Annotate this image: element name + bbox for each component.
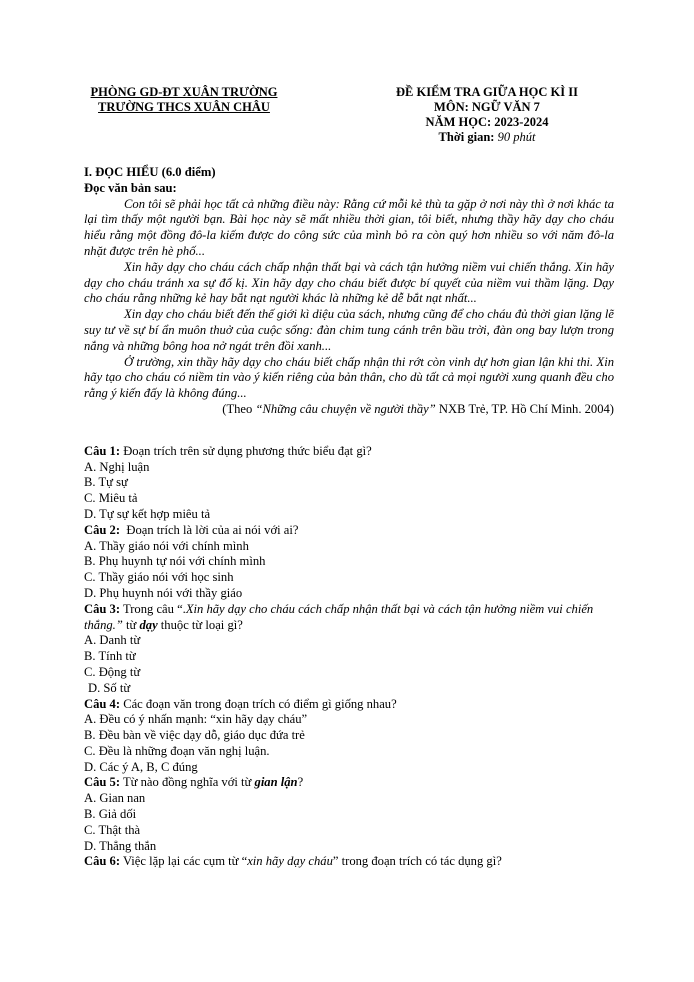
question-prompt: Từ nào đồng nghĩa với từ <box>120 775 255 790</box>
answer-option: B. Tự sự <box>84 475 128 490</box>
question-label: Câu 4: <box>84 696 121 711</box>
answer-option: A. Gian nan <box>84 791 146 806</box>
school-year: NĂM HỌC: 2023-2024 <box>425 115 549 129</box>
exam-body <box>84 165 614 870</box>
answer-option: D. Tự sự kết hợp miêu tả <box>84 506 211 521</box>
passage-paragraph: Xin hãy dạy cho cháu cách chấp nhận thất bại và cách tận hưởng niềm vui chiến thắng. Xin hãy dạy cho cháu tránh xa sự đố kị. Xin hãy dạy cho cháu biết được bí quyết của niềm vui thầm lặng. Dạy cho cháu rằng những kẻ hay bắt nạt người khác là những kẻ dễ bắt nạt nhất... <box>84 259 614 306</box>
question-prompt-end: ? <box>297 775 304 790</box>
question-4 <box>84 697 614 776</box>
answer-option: A. Nghị luận <box>84 459 150 474</box>
question-text <box>84 444 614 460</box>
question-prompt-mid: từ <box>122 617 140 632</box>
reading-instruction: Đọc văn bản sau: <box>84 180 177 195</box>
question-text <box>84 602 614 634</box>
section-title: I. ĐỌC HIỂU (6.0 điểm) <box>84 165 216 179</box>
source-suffix: NXB Trẻ, TP. Hồ Chí Minh. 2004) <box>435 401 614 416</box>
question-label: Câu 6: <box>84 854 121 869</box>
source-title: “Những câu chuyện về người thầy” <box>255 401 436 416</box>
passage-paragraph: Ở trường, xin thầy hãy dạy cho cháu biết chấp nhận thi rớt còn vinh dự hơn gian lận khi thi. Xin hãy tạo cho cháu có niềm tin vào ý kiến riêng của bản thân, cho dù tất cả mọi người xung quanh đều cho rằng ý kiến đấy là không đúng... <box>84 354 614 401</box>
question-5 <box>84 775 614 854</box>
answer-option: B. Tính từ <box>84 649 136 664</box>
question-text <box>84 854 614 870</box>
exam-title: ĐỀ KIỂM TRA GIỮA HỌC KÌ II <box>396 85 578 99</box>
question-keyword: dạy <box>139 617 158 632</box>
answer-option: A. Danh từ <box>84 633 141 648</box>
time-value: 90 phút <box>497 130 536 144</box>
answer-option: A. Thầy giáo nói với chính mình <box>84 538 249 553</box>
answer-option: C. Thật thà <box>84 822 141 837</box>
answer-option: D. Các ý A, B, C đúng <box>84 759 198 774</box>
question-prompt: Đoạn trích trên sử dụng phương thức biểu đạt gì? <box>120 443 372 458</box>
question-text <box>84 697 614 713</box>
answer-option: C. Đều là những đoạn văn nghị luận. <box>84 743 270 758</box>
source-prefix: (Theo <box>222 401 256 416</box>
question-keyword: gian lận <box>254 775 298 790</box>
question-label: Câu 2: <box>84 522 121 537</box>
answer-option: C. Động từ <box>84 664 141 679</box>
answer-option: A. Đều có ý nhấn mạnh: “xin hãy dạy cháu” <box>84 712 308 727</box>
answer-option: D. Thẳng thắn <box>84 838 157 853</box>
answer-option: B. Đều bàn về việc dạy dỗ, giáo dục đứa trẻ <box>84 728 305 743</box>
passage-source <box>84 402 614 418</box>
reading-passage <box>84 197 614 402</box>
question-quote: xin hãy dạy cháu <box>247 854 333 869</box>
question-prompt: Đoạn trích là lời của ai nói với ai? <box>120 522 299 537</box>
answer-option: B. Phụ huynh tự nói với chính mình <box>84 554 266 569</box>
question-6 <box>84 854 614 870</box>
school-name: TRƯỜNG THCS XUÂN CHÂU <box>98 100 270 114</box>
header-right <box>352 85 622 145</box>
header-left <box>74 85 294 115</box>
question-2 <box>84 523 614 602</box>
answer-option: B. Giả dối <box>84 807 137 822</box>
question-prompt-end: thuộc từ loại gì? <box>157 617 243 632</box>
time-limit <box>352 130 622 145</box>
question-text <box>84 523 614 539</box>
subject: MÔN: NGỮ VĂN 7 <box>434 100 540 114</box>
question-label: Câu 5: <box>84 775 121 790</box>
passage-paragraph: Con tôi sẽ phải học tất cả những điều này: Rằng cứ mỗi kẻ thù ta gặp ở nơi này thì ở nơi khác ta lại tìm thấy một người bạn. Bài học này sẽ mất nhiều thời gian, tôi biết, nhưng thầy hãy dạy cho cháu hiểu rằng một đồng đô-la kiếm được do công sức của mình bỏ ra còn quý hơn nhiều so với năm đô-la nhặt được trên hè phố... <box>84 196 614 258</box>
answer-option: C. Thầy giáo nói với học sinh <box>84 570 234 585</box>
answer-option: C. Miêu tả <box>84 491 138 506</box>
department-name: PHÒNG GD-ĐT XUÂN TRƯỜNG <box>90 85 278 99</box>
question-text <box>84 775 614 791</box>
question-label: Câu 1: <box>84 443 121 458</box>
question-label: Câu 3: <box>84 601 121 616</box>
question-3 <box>84 602 614 697</box>
time-label: Thời gian: <box>438 130 498 144</box>
question-prompt: Các đoạn văn trong đoạn trích có điểm gì giống nhau? <box>120 696 397 711</box>
passage-paragraph: Xin dạy cho cháu biết đến thế giới kì diệu của sách, nhưng cũng để cho cháu đủ thời gian lặng lẽ suy tư về sự bí ẩn muôn thuở của cuộc sống: đàn chim tung cánh trên bầu trời, đàn ong bay lượn trong nắng và những bông hoa nở ngát trên đồi xanh... <box>84 307 614 353</box>
question-1 <box>84 444 614 523</box>
question-prompt: Trong câu “. <box>120 601 186 616</box>
question-quote: Xin hãy dạy cho cháu cách chấp nhận thất bại và cách tận hưởng niềm vui chiến thắng.” <box>84 601 594 632</box>
question-prompt: Việc lặp lại các cụm từ “ <box>120 854 248 869</box>
question-list <box>84 444 614 871</box>
answer-option: D. Số từ <box>88 680 131 695</box>
question-prompt-end: ” trong đoạn trích có tác dụng gì? <box>332 854 502 869</box>
answer-option: D. Phụ huynh nói với thầy giáo <box>84 585 243 600</box>
